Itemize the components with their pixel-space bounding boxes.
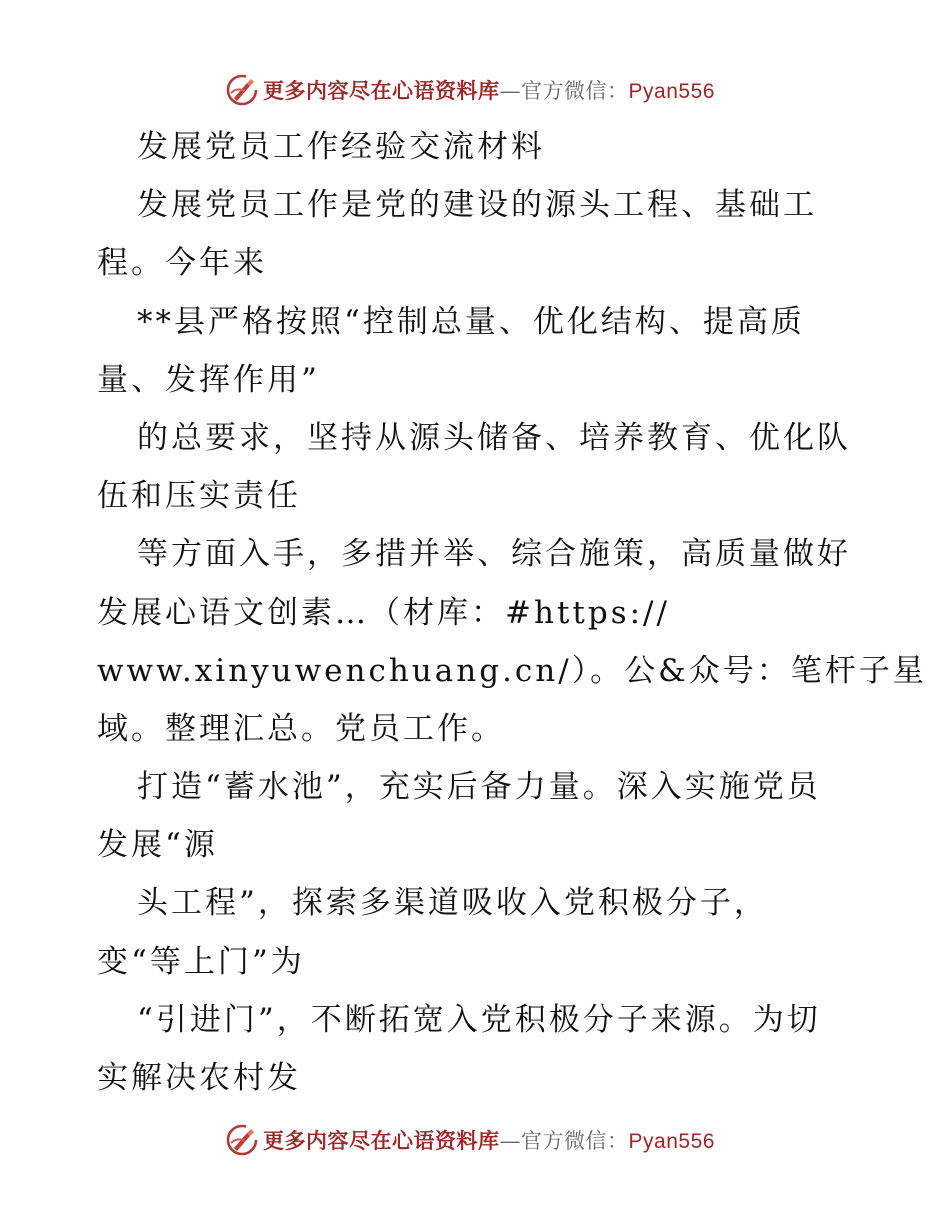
header-banner <box>0 70 950 110</box>
footer-banner-content <box>225 1123 715 1157</box>
text-line: 打造“蓄水池”，充实后备力量。深入实施党员 <box>137 769 821 806</box>
header-banner-content <box>225 73 715 107</box>
banner-wechat-label: 官方微信： <box>521 1129 629 1153</box>
pen-swirl-logo-icon <box>225 1123 259 1157</box>
document-body <box>97 118 927 1107</box>
text-line: 发展“源 <box>97 827 218 864</box>
banner-wechat-handle: Pyan556 <box>628 80 715 103</box>
text-line: 域。整理汇总。党员工作。 <box>97 710 505 747</box>
text-line: 变“等上门”为 <box>97 943 305 980</box>
header-banner-text <box>263 75 715 105</box>
text-line: 头工程”，探索多渠道吸收入党积极分子， <box>137 885 768 922</box>
footer-banner <box>0 1120 950 1160</box>
banner-dash: — <box>499 79 522 103</box>
footer-banner-text <box>263 1125 715 1155</box>
banner-dash: — <box>499 1129 522 1153</box>
text-line: www.xinyuwenchuang.cn/）。公&众号：笔杆子星 <box>97 652 927 689</box>
text-line: 实解决农村发 <box>97 1060 301 1096</box>
text-line: 程。今年来 <box>97 245 267 282</box>
text-line: 发展心语文创素…（材库：#https:// <box>97 594 670 631</box>
document-title: 发展党员工作经验交流材料 <box>137 129 545 165</box>
banner-site-text: 更多内容尽在心语资料库 <box>263 78 500 103</box>
pen-swirl-logo-icon <box>225 73 259 107</box>
text-line: **县严格按照“控制总量、优化结构、提高质 <box>137 303 805 340</box>
text-line: “引进门”，不断拓宽入党积极分子来源。为切 <box>137 1001 821 1038</box>
text-line: 发展党员工作是党的建设的源头工程、基础工 <box>137 187 817 224</box>
banner-wechat-handle: Pyan556 <box>628 1130 715 1153</box>
banner-site-text: 更多内容尽在心语资料库 <box>263 1128 500 1153</box>
text-line: 的总要求，坚持从源头储备、培养教育、优化队 <box>137 419 851 456</box>
text-line: 量、发挥作用” <box>97 361 320 398</box>
text-line: 等方面入手，多措并举、综合施策，高质量做好 <box>137 536 851 573</box>
banner-wechat-label: 官方微信： <box>521 79 629 103</box>
text-line: 伍和压实责任 <box>97 478 301 515</box>
